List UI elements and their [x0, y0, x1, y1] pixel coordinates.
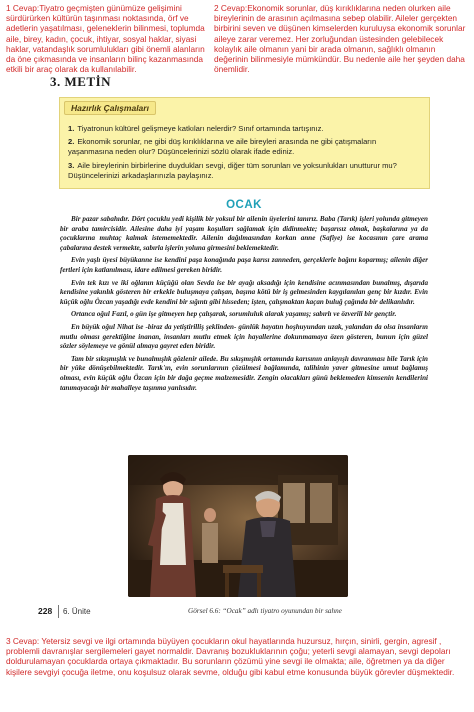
theater-scene-illustration [128, 455, 348, 597]
story-paragraph: Tam bir sıkışmışlık ve bunalmışlık gözlenir ailede. Bu sıkışmışlık ortamında karısının anlayışlı davranması bile Tarık için bir yüke dönüşebilmektedir. Tarık'ın, evin sorunlarının çözülmesi bağlamında, talihinin yaver gitmesine umut bağlamış olması, evin küçük oğlu Özcan için bir dağa geçme malzemesidir. Zengin olacakları günü beklemeden kimsenin kendilerini tanımayacağı bir mahalleye taşınma yanlısıdır. [60, 354, 428, 392]
preparation-tab: Hazırlık Çalışmaları [64, 101, 156, 115]
answer-3: 3 Cevap: Yetersiz sevgi ve ilgi ortamında büyüyen çocukların okul hayatlarında huzursuz, hırçın, sinirli, gergin, agresif , problemli davranışlar sergilemeleri gayet normaldir. Davranış bozukluklarının çoğu; yeterli sevgi alamayan, sevgi depoları doldurulamayan çocuklarda ortaya çıkmaktadır. Bu sorunların çözümü yine sevgi ile olmakta; aile, öğretmen ya da diğer kişilere sevgiyi çocuğa iletme, onu koşulsuz olarak sevme, olduğu gibi kabul etme konusunda büyük görevler düşmektedir. [6, 636, 455, 677]
metin-heading: 3. METİN [50, 74, 112, 89]
prep-question-2: 2. Ekonomik sorunlar, ne gibi düş kırıklıklarına ve aile bireyleri arasında ne gibi çatışmaların yaşanmasına neden olur? Düşüncelerinizi sözlü olarak ifade ediniz. [68, 137, 377, 157]
photo-caption: Görsel 6.6: “Ocak” adlı tiyatro oyunundan bir sahne [188, 607, 342, 615]
prep-question-3: 3. Aile bireylerinin birbirlerine duydukları sevgi, diğer tüm sorunları ve yoksunlukları unutturur mu? Düşüncelerinizi arkadaşlarınızla paylaşınız. [68, 160, 397, 180]
story-paragraph: Ortanca oğul Fazıl, o gün işe gitmeyen hep çalışarak, sorumluluk alarak yaşamış; sabırlı ve özverili bir gençtir. [71, 310, 397, 319]
story-body [60, 215, 428, 396]
unit-label: 6. Ünite [63, 607, 91, 616]
answer-1: 1 Cevap:Tiyatro geçmişten günümüze gelişimini sürdürürken kültürün taşınması noktasında, örf ve adetlerin yaşatılması, geleneklerin bilinmesi, toplumda aile, birey, kadın, çocuk, ihtiyar, sosyal haklar, siyasi haklar, vatandaşlık sorumlulukları gibi önemli alanların da öne çıkmasında ve insanların bilinç kazanmasında etkili bir araç olarak da kullanılabilir. [6, 3, 205, 75]
story-paragraph: Evin yaşlı üyesi büyükanne ise kendini paşa konağında paşa karısı zanneden, gerçeklerle bağını koparmış; ailenin diğer fertleri için katlanılması, idare edilmesi gereken biridir. [60, 256, 428, 274]
story-paragraph: En büyük oğul Nihat ise -biraz da yetiştirilliş şeklinden- günlük hayatın hoşhuyundan uzak, yalandan da olsa insanların mutlu olması gerektiğine inanan, insanları mutlu etmek için hayallerine dokunmamaya özen gösteren, bunun için güzel sözler söylemeye ve gönül almaya gayret eden biridir. [60, 322, 428, 351]
preparation-questions [68, 124, 420, 181]
footer-divider [58, 605, 59, 618]
page-number: 228 [38, 606, 53, 616]
story-paragraph: Evin tek kızı ve iki oğlanın küçüğü olan Sevda ise bir ayağı aksadığı için kendisine acınmasından bunalmış, dışarıda kendisine yakınlık gösteren bir erkekle buluşmaya çalışan, başına kötü bir iş gelmesinden kaygılanılan genç bir kızdır. Evin küçük oğlu Özcan yaşadığı evde kendini bir sığıntı gibi hissеden; işten, çalışmaktan kaçan buluğ çağında bir delikanlıdır. [60, 278, 428, 306]
prep-question-1: 1. Tiyatronun kültürel gelişmeye katkıları nelerdir? Sınıf ortamında tartışınız. [68, 124, 324, 133]
story-paragraph: Bir pazar sabahıdır. Dört çocuklu yedi kişilik bir yoksul bir ailenin üyelerini tanırız. Baba (Tarık) işleri yolunda gitmeyen bir araba tamircisidir. Ailesine daha iyi yaşam koşulları sağlamak için didinmekte; başarısız olmak, başkalarına ya da çocuklarına muhtaç kalmak istememektedir. Ailenin dağılmasından korkan anne (Safiye) ise kocasının çare arama çabalarına destek vermekte, sabırla işlerin yoluna girmesini beklemektedir. [60, 215, 428, 252]
answer-2: 2 Cevap:Ekonomik sorunlar, düş kırıklıklarına neden olurken aile bireylerinin de arasının açılmasına sebep olabilir. Aileler gerçekten birbirini seven ve düşünen kimselerden kuruluysa ekonomik sorunlar aileye zarar veremez. Her zorluğundan üstesinden gelebilecek kolaylık aile olmanın yani bir arada olmanın, sağlıklı olmanın değerinin bilinmesiyle mümkündür. Bu nedenle aile her şeyden daha önemlidir. [214, 3, 466, 75]
story-title: OCAK [226, 199, 262, 211]
theater-scene-photo [128, 455, 348, 597]
